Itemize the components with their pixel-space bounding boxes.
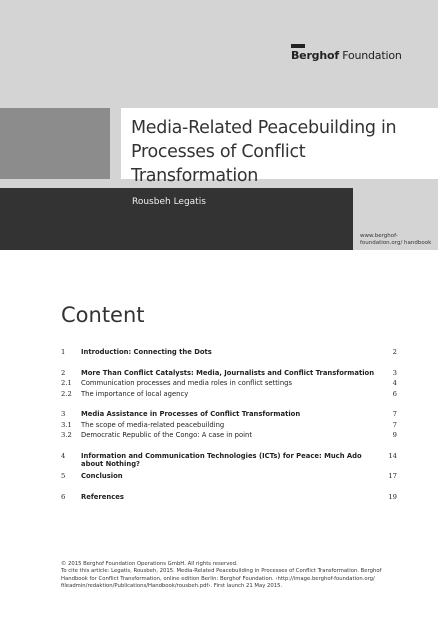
toc-row[interactable] [61, 493, 397, 504]
decorative-block [0, 108, 110, 179]
toc-page: 9 [392, 431, 397, 439]
toc-title: Media Assistance in Processes of Conflict Transformation [81, 410, 301, 418]
toc-number: 2.1 [61, 379, 72, 387]
toc-number: 3 [61, 410, 66, 418]
toc-row[interactable] [61, 451, 397, 468]
toc-number: 6 [61, 492, 66, 501]
toc-row[interactable] [61, 421, 397, 432]
logo-mark-icon [291, 44, 305, 48]
toc-title: The scope of media-related peacebuilding [81, 420, 225, 429]
toc-number: 4 [61, 451, 66, 460]
toc-page: 2 [392, 348, 397, 356]
toc-title: References [81, 492, 124, 501]
toc-page: 17 [388, 472, 397, 480]
toc-title: Conclusion [81, 472, 123, 480]
toc-number: 3.2 [61, 431, 72, 439]
copyright-text: © 2015 Berghof Foundation Operations GmbH. All rights reserved. [61, 561, 238, 567]
toc-row[interactable] [61, 472, 397, 483]
content-heading: Content [61, 303, 145, 327]
toc-page: 4 [392, 379, 397, 387]
toc-row[interactable] [61, 431, 397, 442]
toc-row[interactable] [61, 379, 397, 390]
table-of-contents [61, 348, 397, 503]
logo: Berghof Foundation [291, 49, 402, 62]
toc-title: Communication processes and media roles in conflict settings [81, 379, 292, 387]
toc-number: 1 [61, 348, 66, 356]
author-name: Rousbeh Legatis [132, 197, 206, 207]
toc-title: The importance of local agency [81, 389, 189, 398]
toc-page: 19 [388, 492, 397, 501]
toc-row[interactable] [61, 369, 397, 380]
document-title: Media-Related Peacebuilding in Processes of Conflict Transformation [131, 118, 397, 186]
toc-number: 5 [61, 472, 66, 480]
toc-page: 7 [392, 410, 397, 418]
toc-number: 2 [61, 368, 66, 377]
toc-title: Democratic Republic of the Congo: A case in point [81, 431, 253, 439]
toc-title: More Than Conflict Catalysts: Media, Journalists and Conflict Transformation [81, 368, 375, 377]
toc-page: 6 [392, 389, 397, 398]
toc-page: 14 [388, 451, 397, 460]
toc-page: 3 [392, 368, 397, 377]
toc-number: 3.1 [61, 420, 72, 429]
toc-row[interactable] [61, 390, 397, 401]
toc-page: 7 [392, 420, 397, 429]
toc-row[interactable] [61, 348, 397, 359]
toc-title: Introduction: Connecting the Dots [81, 348, 212, 356]
toc-title: Information and Communication Technologies (ICTs) for Peace: Much Ado about Nothing? [81, 451, 362, 468]
footer [61, 561, 397, 591]
citation-text: To cite this article: Legatis, Rousbeh, 2015. Media-Related Peacebuilding in Processes of Conflict Transformation. Berghof Handbook for Conflict Transformation, online edition Berlin: Berghof Foundation. ‹http://image.berghof-foundation.org/ fileadmin/redaktion/Publications/Handbook/rousbeh.pdf›. First launch 21 May 2015. [61, 568, 382, 590]
toc-number: 2.2 [61, 389, 72, 398]
handbook-url[interactable]: www.berghof-foundation.org/ handbook [360, 233, 432, 246]
toc-row[interactable] [61, 410, 397, 421]
